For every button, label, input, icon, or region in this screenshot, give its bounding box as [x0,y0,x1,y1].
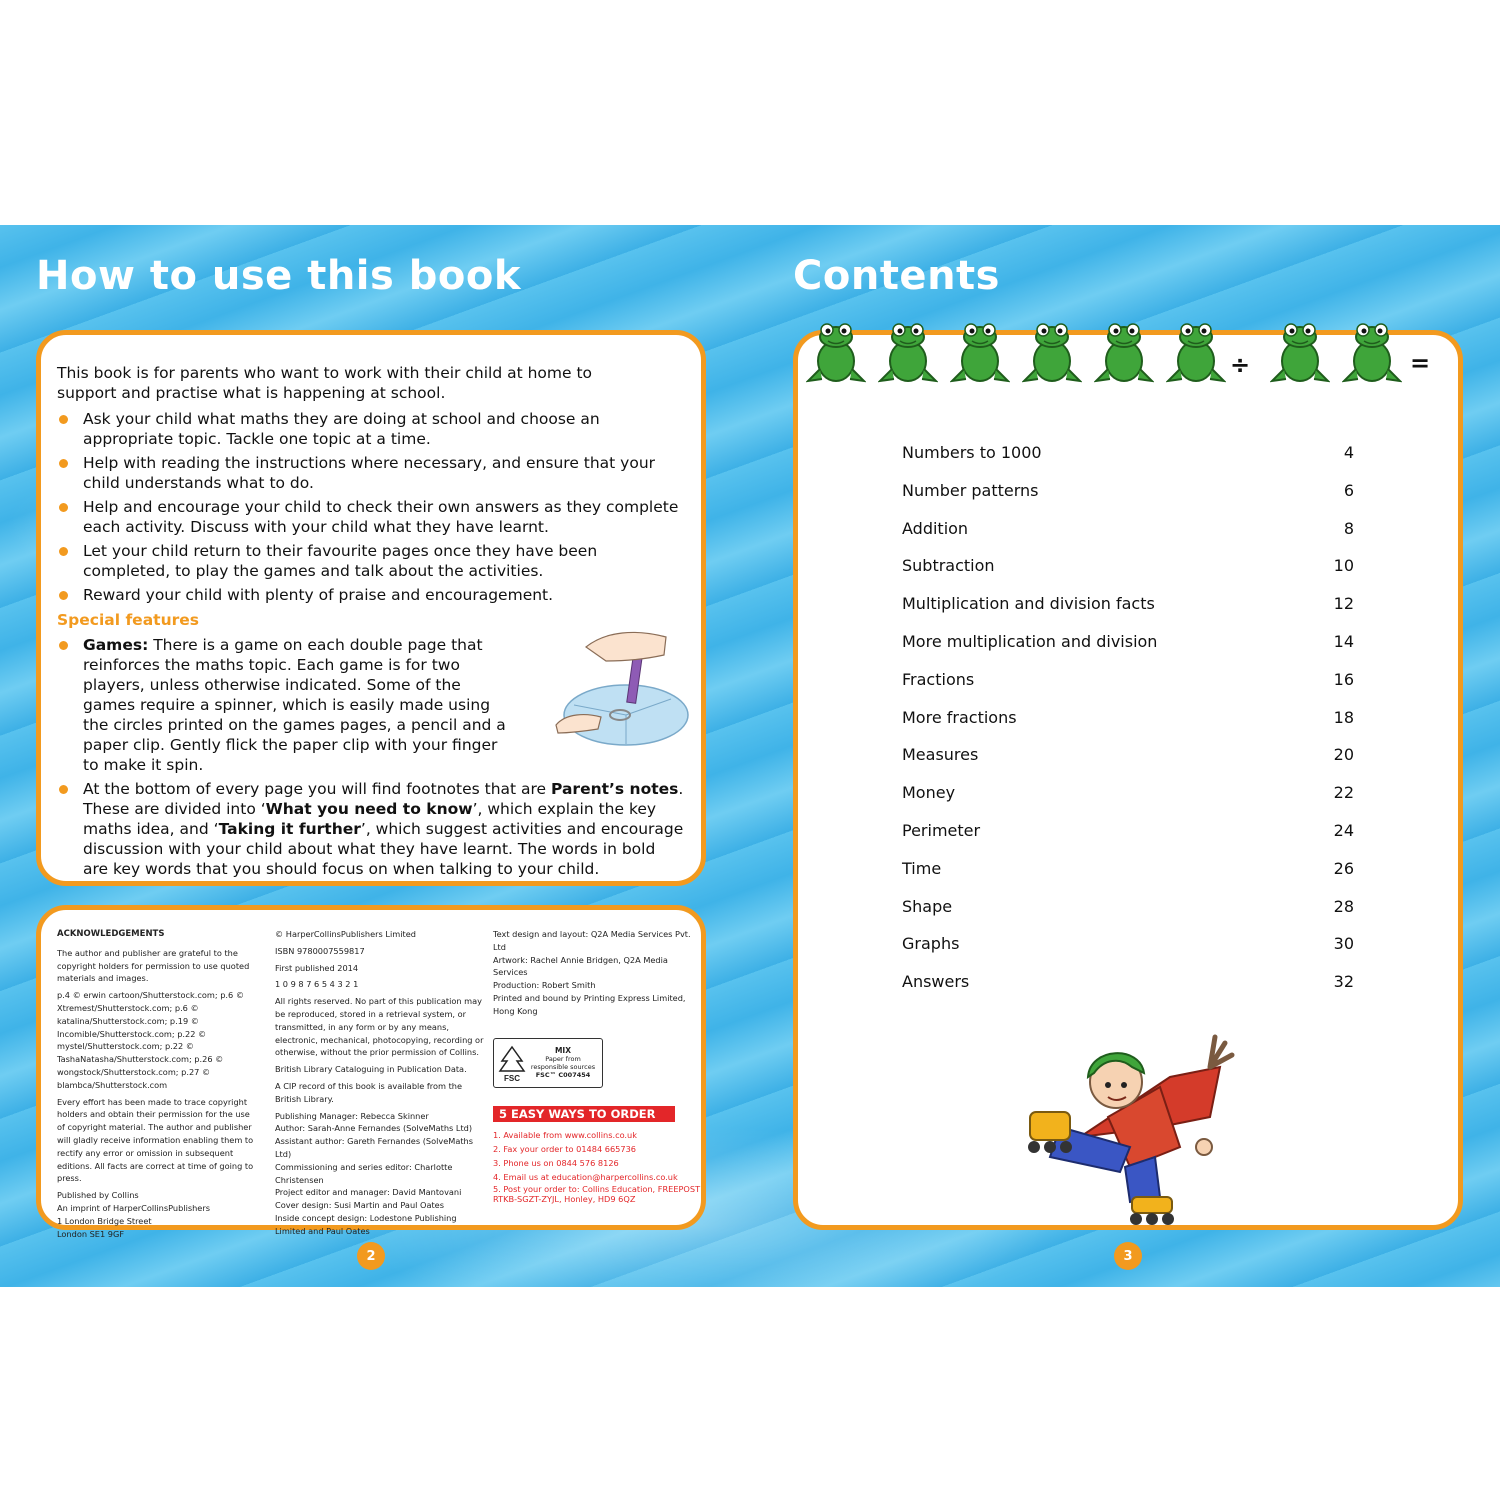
list-item-text: Reward your child with plenty of praise and encouragement. [83,586,554,604]
ack-paragraph: p.4 © erwin cartoon/Shutterstock.com; p.6 © Xtremest/Shutterstock.com; p.6 © katalina/Shutterstock.com; p.19 © Incomible/Shutterstock.com; p.22 © mystel/Shutterstock.com; p.22 © TashaNatasha/Shutterstock.com; p.26 © wongstock/Shutterstock.com; p.27 © blambca/Shutterstock.com [57,990,245,1090]
notes-text: ’, which explain the key maths idea, and ‘ [83,800,657,838]
notes-bold: Parent’s notes [551,780,679,798]
order-item: 4. Email us at education@harpercollins.co.uk [493,1172,678,1183]
frog-icon [1094,321,1154,385]
contents-title: Addition [902,518,969,538]
acknowledgements-heading: ACKNOWLEDGEMENTS [57,929,165,939]
contents-page-number: 4 [1343,443,1354,462]
equals-sign: = [1410,349,1431,377]
instruction-list [57,409,685,605]
contents-page-number: 32 [1333,972,1354,992]
order-heading: 5 EASY WAYS TO ORDER [493,1106,675,1123]
order-item: 2. Fax your order to 01484 665736 [493,1144,637,1155]
contents-row[interactable] [902,745,1354,769]
publisher-address: Published by Collins An imprint of HarperCollinsPublishers 1 London Bridge Street London SE1 9GF [57,1190,210,1239]
list-item-text: Help and encourage your child to check their own answers as they complete each activity. Discuss with your child what they have learnt. [83,498,679,536]
contents-row[interactable] [902,519,1354,543]
ack-paragraph: Every effort has been made to trace copyright holders and obtain their permission for the use of copyright material. The author and publisher will gladly receive information enabling them to rectify any error or omission in subsequent editions. All facts are correct at time of going to press. [57,1096,254,1184]
bullet-dot [59,415,68,424]
list-item-text: Ask your child what maths they are doing at school and choose an appropriate topic. Tackle one topic at a time. [83,410,600,448]
page-number-left: 2 [357,1242,385,1270]
contents-row[interactable] [902,556,1354,580]
credits-card [36,905,706,1239]
contents-title: Graphs [902,934,960,954]
contents-page-number: 22 [1333,783,1354,803]
contents-title: Money [902,783,956,803]
pencil-spinner-illustration [546,625,696,755]
list-item-text: Help with reading the instructions where necessary, and ensure that your child understands what to do. [83,454,656,492]
intro-text [57,363,685,403]
bullet-dot [59,641,68,650]
games-label: Games: [83,636,149,654]
list-item-parents-notes [57,779,685,879]
list-item [57,541,685,581]
list-item [57,453,685,493]
frog-icon [806,321,866,385]
order-item: 1. Available from www.collins.co.uk [493,1130,637,1141]
contents-page-number: 30 [1333,934,1354,954]
list-item [57,409,685,449]
notes-bold: What you need to know [265,800,473,818]
contents-row[interactable] [902,821,1354,845]
frog-icon [950,321,1010,385]
contents-page-number: 6 [1343,480,1354,500]
contents-title: Numbers to 1000 [902,443,1042,462]
contents-row[interactable] [902,897,1354,921]
bullet-dot [59,591,68,600]
fsc-text [530,1047,596,1079]
contents-title: Shape [902,896,953,916]
contents-title: More multiplication and division [902,632,1158,651]
contents-title: Subtraction [902,556,995,576]
fsc-code: FSC™ C007454 [535,1070,591,1079]
contents-page-number: 16 [1333,669,1354,689]
ack-paragraph: The author and publisher are grateful to the copyright holders for permission to use quoted materials and images. [57,947,250,984]
contents-row[interactable] [902,972,1354,996]
list-item [57,585,685,605]
contents-title: Multiplication and division facts [902,594,1155,614]
contents-title: More fractions [902,707,1017,727]
contents-title: Time [902,858,942,878]
contents-page-number: 12 [1333,594,1354,614]
order-item: 3. Phone us on 0844 576 8126 [493,1158,619,1169]
bullet-dot [59,503,68,512]
contents-page-number: 10 [1333,556,1354,576]
notes-text: ’, which suggest activities and encourage discussion with your child about what they have learnt. The words in bold are key words that you should focus on when talking to your child. [83,820,684,878]
how-to-use-card [36,330,706,886]
print-line: 1 0 9 8 7 6 5 4 3 2 1 [275,979,359,990]
bullet-dot [59,459,68,468]
contents-row[interactable] [902,594,1354,618]
cip-line: A CIP record of this book is available from the British Library. [275,1080,463,1104]
page-title-contents: Contents [793,253,1000,299]
frog-icon [1022,321,1082,385]
games-text: There is a game on each double page that reinforces the maths topic. Each game is for two players, unless otherwise indicated. Some of the games require a spinner, which is easily made using the circles printed on the games pages, a pencil and a paper clip. Gently flick the paper clip with your finger to make it spin. [83,636,506,774]
contents-row[interactable] [902,783,1354,807]
contents-row[interactable] [902,934,1354,958]
notes-text: . These are divided into ‘ [83,780,684,818]
contents-page-number: 20 [1333,745,1354,765]
fsc-logo-text: FSC [504,1073,520,1083]
intro-paragraph: This book is for parents who want to work with their child at home to support and practise what is happening at school. [57,364,593,402]
order-item: 5. Post your order to: Collins Education, FREEPOST RTKB-SGZT-ZYJL, Honley, HD9 6QZ [493,1184,701,1205]
contents-page-number: 24 [1333,821,1354,840]
acknowledgements-column [57,928,257,1244]
contents-row[interactable] [902,670,1354,694]
production-credits: Text design and layout: Q2A Media Services Pvt. Ltd Artwork: Rachel Annie Bridgen, Q2A Media Services Production: Robert Smith Printed and bound by Printing Express Limited, Hong Kong [493,929,691,1016]
contents-page-number: 8 [1343,518,1354,538]
isbn-line: ISBN 9780007559817 [275,945,365,956]
frog-icon [1342,321,1402,385]
contents-row[interactable] [902,632,1354,656]
special-features-heading: Special features [57,611,199,629]
notes-bold: Taking it further [218,820,361,838]
list-item-text: Let your child return to their favourite pages once they have been completed, to play the games and talk about the activities. [83,542,598,580]
production-column [493,928,703,1204]
fsc-mix: MIX [554,1045,572,1055]
first-published-line: First published 2014 [275,962,359,973]
page-title-how-to-use: How to use this book [36,253,521,299]
frog-icon [1270,321,1330,385]
contents-page-number: 28 [1333,896,1354,916]
contents-row[interactable] [902,708,1354,732]
bullet-dot [59,547,68,556]
divide-sign: ÷ [1230,351,1251,379]
staff-credits: Publishing Manager: Rebecca Skinner Author: Sarah-Anne Fernandes (SolveMaths Ltd) Assistant author: Gareth Fernandes (SolveMaths Ltd) Commissioning and series editor: Charlotte Christensen Project editor and manager: David Mantovani Cover design: Susi Martin and Paul Oates Inside concept design: Lodestone Publishing Limited and Paul Oates [275,1110,474,1236]
contents-row[interactable] [902,859,1354,883]
copyright-line: © HarperCollinsPublishers Limited [275,929,416,939]
fsc-logo-icon [494,1043,530,1083]
bullet-dot [59,785,68,794]
contents-title: Number patterns [902,480,1039,500]
contents-page-number: 14 [1333,632,1354,651]
frog-icon [878,321,938,385]
cataloguing-line: British Library Cataloguing in Publication Data. [275,1064,467,1075]
contents-row[interactable] [902,443,1354,467]
contents-title: Fractions [902,669,975,689]
book-spread [0,225,1500,1287]
fsc-badge [493,1038,603,1088]
copyright-column [275,928,485,1242]
contents-page-number: 18 [1333,707,1354,727]
rights-paragraph: All rights reserved. No part of this publication may be reproduced, stored in a retrieval system, or transmitted, in any form or by any means, electronic, mechanical, photocopying, recording or otherwise, without the prior permission of Collins. [275,996,484,1058]
contents-title: Answers [902,972,970,992]
contents-title: Measures [902,745,979,765]
contents-page-number: 26 [1333,858,1354,878]
fsc-sub: Paper from responsible sources [530,1054,596,1071]
frog-icon [1166,321,1226,385]
contents-card [793,330,1463,1230]
order-list [493,1128,703,1204]
contents-title: Perimeter [902,821,981,840]
notes-text: At the bottom of every page you will find footnotes that are [83,780,552,798]
contents-row[interactable] [902,481,1354,505]
list-item [57,497,685,537]
page-number-right: 3 [1114,1242,1142,1270]
rollerskater-illustration [1020,1007,1240,1227]
